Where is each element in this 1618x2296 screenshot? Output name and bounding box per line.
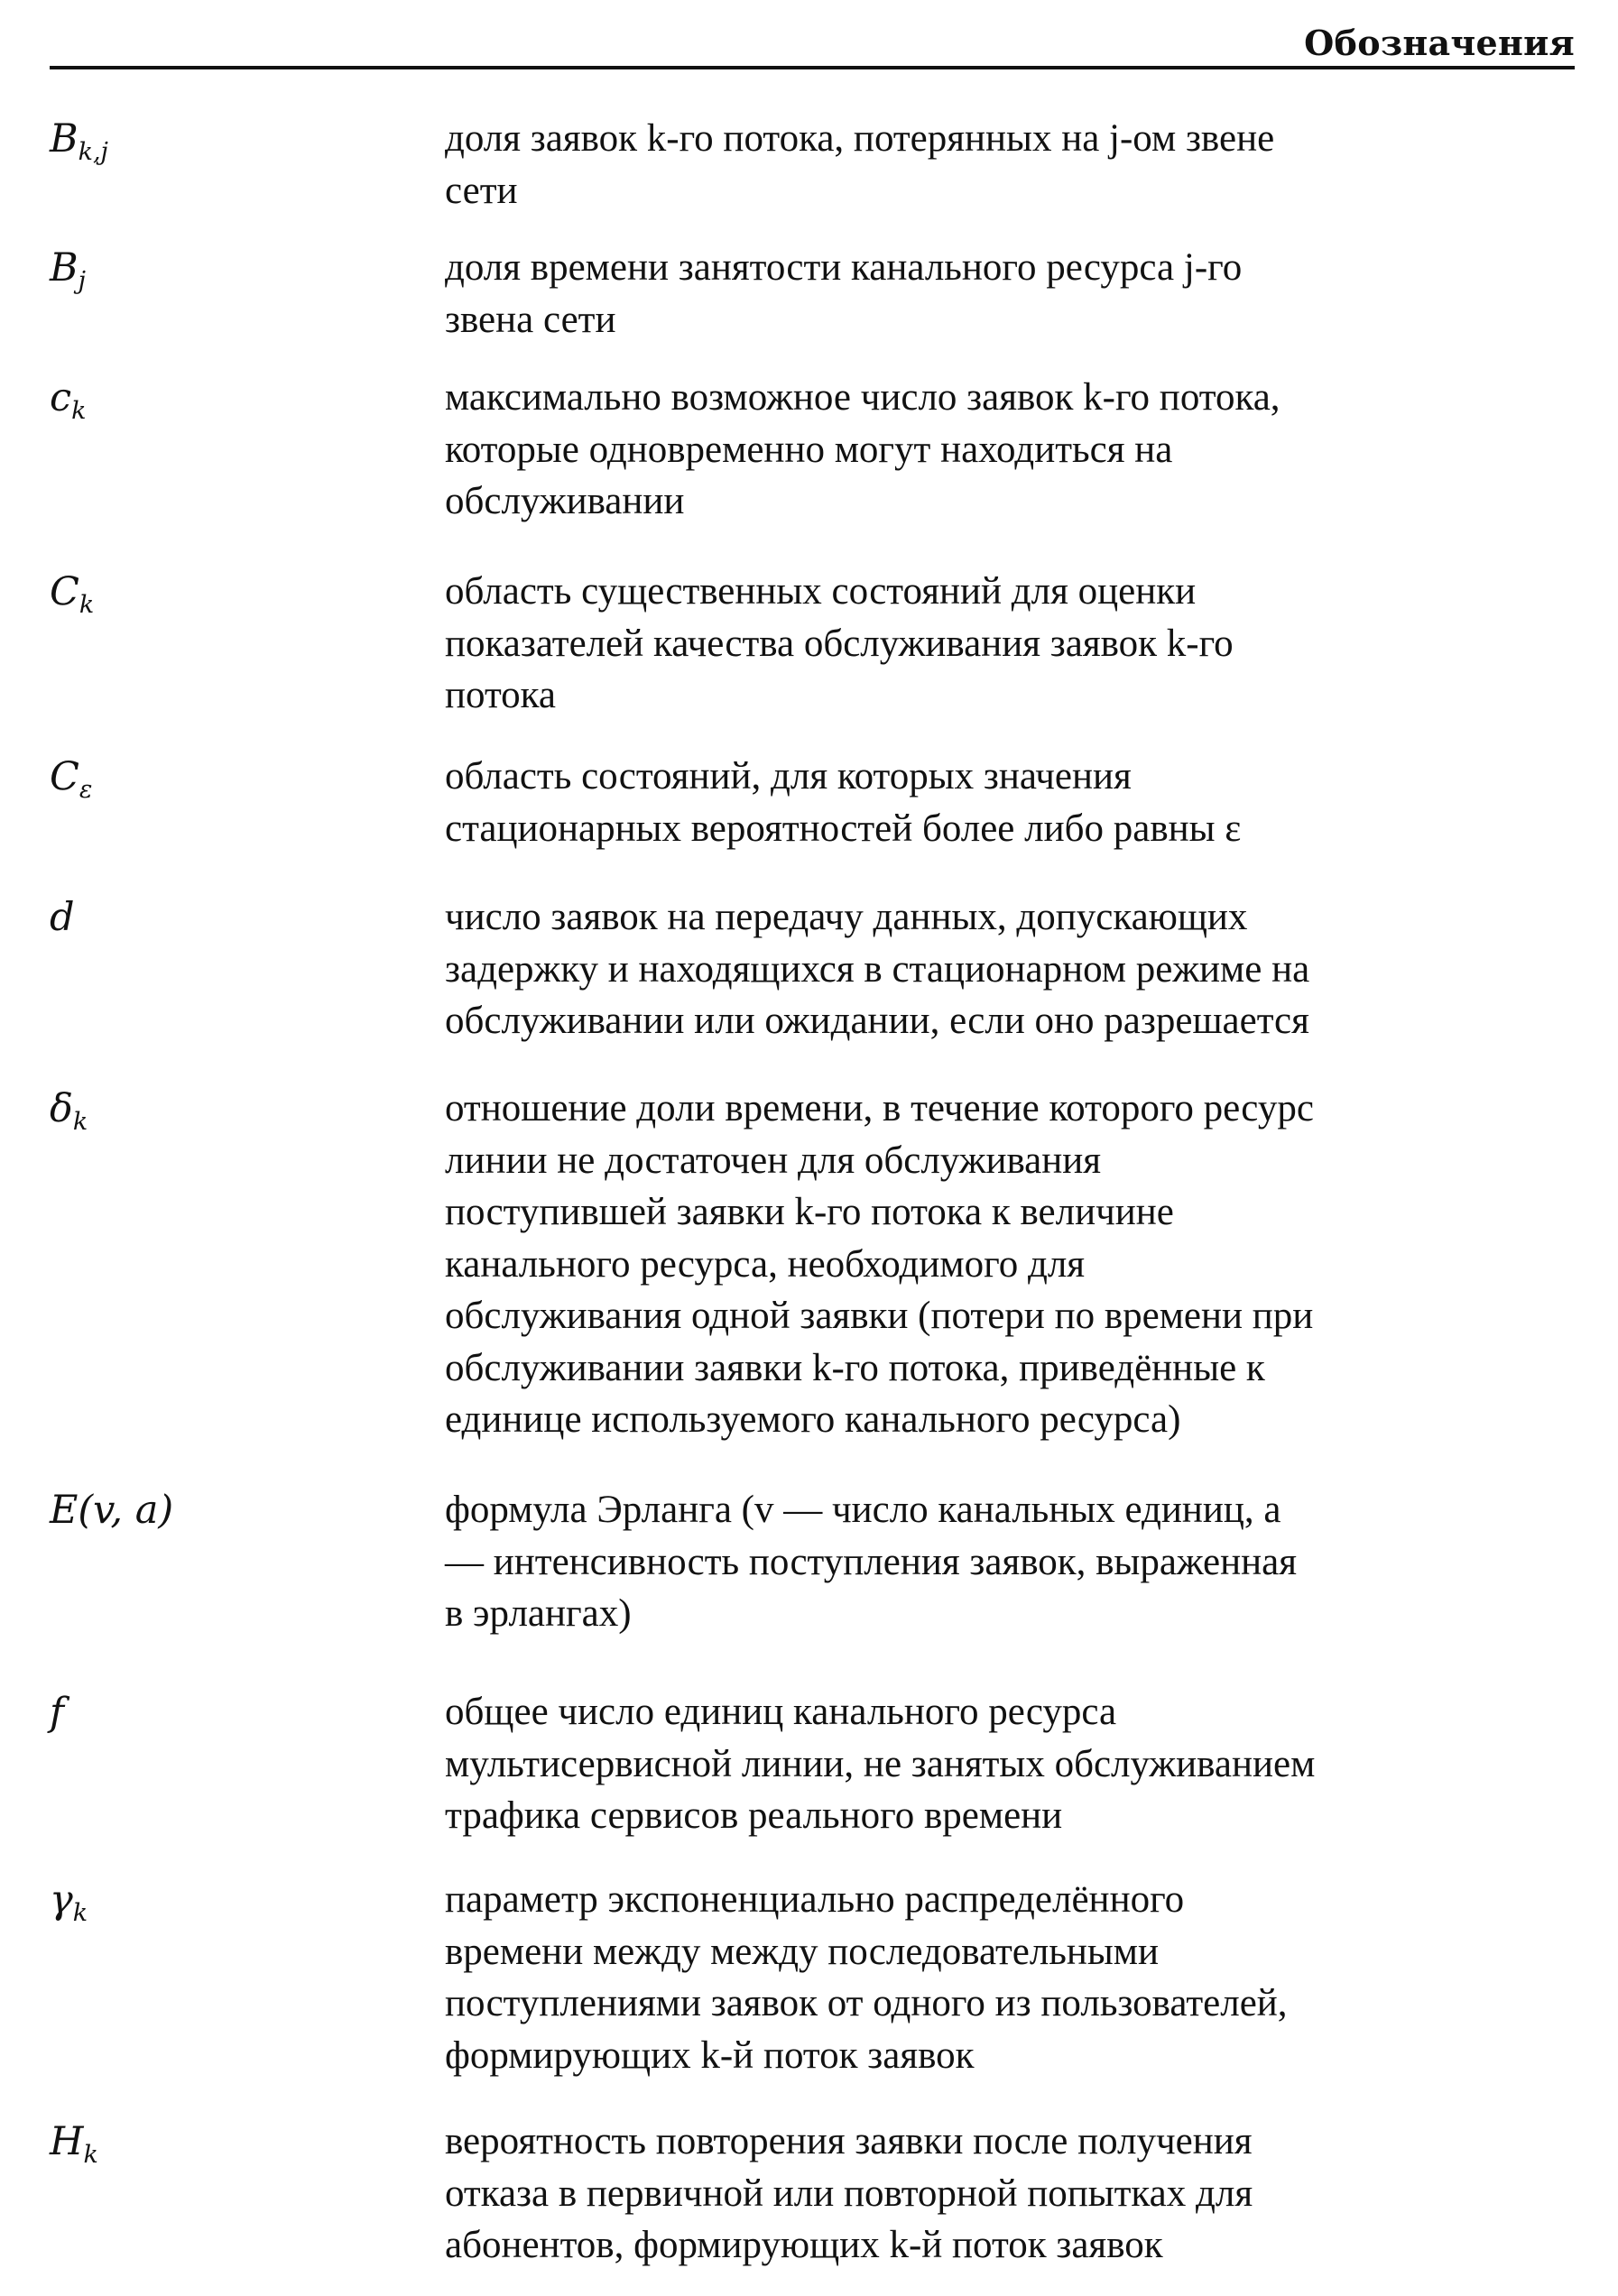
description-line: отношение доли времени, в течение которого ресурс <box>445 1087 1314 1130</box>
notation-symbol <box>50 1484 411 1536</box>
description-line: потока <box>445 674 556 716</box>
description-line: времени между между последовательными <box>445 1930 1160 1973</box>
symbol-base: f <box>50 1690 64 1735</box>
description-line: обслуживании <box>445 480 685 522</box>
notation-symbol <box>50 751 411 803</box>
description-line: обслуживании заявки k-го потока, приведённые к <box>445 1346 1265 1389</box>
symbol-base: E(v, a) <box>50 1488 174 1533</box>
description-line: отказа в первичной или повторной попытках для <box>445 2172 1253 2215</box>
description-line: число заявок на передачу данных, допускающих <box>445 896 1248 938</box>
description-line: — интенсивность поступления заявок, выраженная <box>445 1540 1298 1583</box>
description-line: канального ресурса, необходимого для <box>445 1242 1086 1286</box>
notation-description <box>445 1686 1582 1842</box>
notation-symbol <box>50 1083 411 1135</box>
notation-description <box>445 372 1582 528</box>
description-line: поступившей заявки k-го потока к величине <box>445 1191 1174 1233</box>
notation-symbol <box>50 2116 411 2168</box>
description-line: задержку и находящихся в стационарном режиме на <box>445 947 1310 991</box>
description-line: которые одновременно могут находиться на <box>445 428 1173 471</box>
description-line: поступлениями заявок от одного из пользователей, <box>445 1982 1288 2024</box>
description-line: максимально возможное число заявок k-го потока, <box>445 376 1281 419</box>
description-line: общее число единиц канального ресурса <box>445 1691 1117 1733</box>
description-line: звена сети <box>445 298 616 341</box>
notation-description <box>445 1083 1582 1446</box>
description-line: стационарных вероятностей более либо равны ε <box>445 807 1242 850</box>
notation-symbol <box>50 1874 411 1926</box>
notation-description <box>445 751 1582 854</box>
running-head-title: Обозначения <box>1304 23 1575 63</box>
description-line: трафика сервисов реального времени <box>445 1794 1063 1837</box>
description-line: абонентов, формирующих k-й поток заявок <box>445 2224 1163 2266</box>
notation-description <box>445 1484 1582 1640</box>
description-line: вероятность повторения заявки после получения <box>445 2120 1253 2162</box>
symbol-base: d <box>50 895 75 940</box>
notation-symbol <box>50 372 411 424</box>
symbol-base: B <box>50 116 79 161</box>
symbol-base: C <box>50 569 79 614</box>
symbol-subscript: ε <box>79 776 93 804</box>
description-line: обслуживании или ожидании, если оно разрешается <box>445 1000 1309 1042</box>
description-line: параметр экспоненциально распределённого <box>445 1878 1185 1921</box>
symbol-base: C <box>50 754 79 799</box>
symbol-base: H <box>50 2119 84 2164</box>
symbol-subscript: j <box>78 267 86 295</box>
symbol-subscript: k <box>83 2141 98 2169</box>
symbol-subscript: k <box>79 591 95 619</box>
symbol-subscript: k <box>72 1899 88 1927</box>
description-line: доля заявок k-го потока, потерянных на j-ом звене <box>445 117 1275 160</box>
notation-description <box>445 113 1582 217</box>
description-line: в эрлангах) <box>445 1592 632 1635</box>
description-line: область состояний, для которых значения <box>445 755 1132 798</box>
description-line: линии не достаточен для обслуживания <box>445 1139 1102 1182</box>
description-line: единице используемого канального ресурса) <box>445 1398 1181 1441</box>
description-line: обслуживания одной заявки (потери по времени при <box>445 1295 1314 1337</box>
symbol-base: δ <box>50 1086 73 1131</box>
notation-description <box>445 566 1582 722</box>
notation-symbol <box>50 113 411 165</box>
symbol-base: γ <box>50 1877 73 1923</box>
description-line: показателей качества обслуживания заявок k-го <box>445 622 1234 665</box>
notation-symbol <box>50 1686 411 1738</box>
notation-description <box>445 891 1582 1047</box>
description-line: формирующих k-й поток заявок <box>445 2033 975 2077</box>
symbol-base: B <box>50 245 79 290</box>
symbol-base: c <box>50 375 72 420</box>
description-line: формула Эрланга (v — число канальных единиц, a <box>445 1489 1281 1531</box>
notation-description <box>445 242 1582 346</box>
notation-symbol <box>50 891 411 944</box>
symbol-subscript: k <box>71 397 87 425</box>
symbol-subscript: k,j <box>78 138 108 166</box>
notation-symbol <box>50 566 411 618</box>
description-line: мультисервисной линии, не занятых обслуживанием <box>445 1742 1316 1785</box>
description-line: сети <box>445 169 518 212</box>
notation-description <box>445 2116 1582 2272</box>
notation-description <box>445 1874 1582 2081</box>
symbol-subscript: k <box>72 1108 88 1136</box>
notation-symbol <box>50 242 411 294</box>
description-line: доля времени занятости канального ресурса j-го <box>445 246 1243 289</box>
description-line: область существенных состояний для оценки <box>445 570 1197 613</box>
